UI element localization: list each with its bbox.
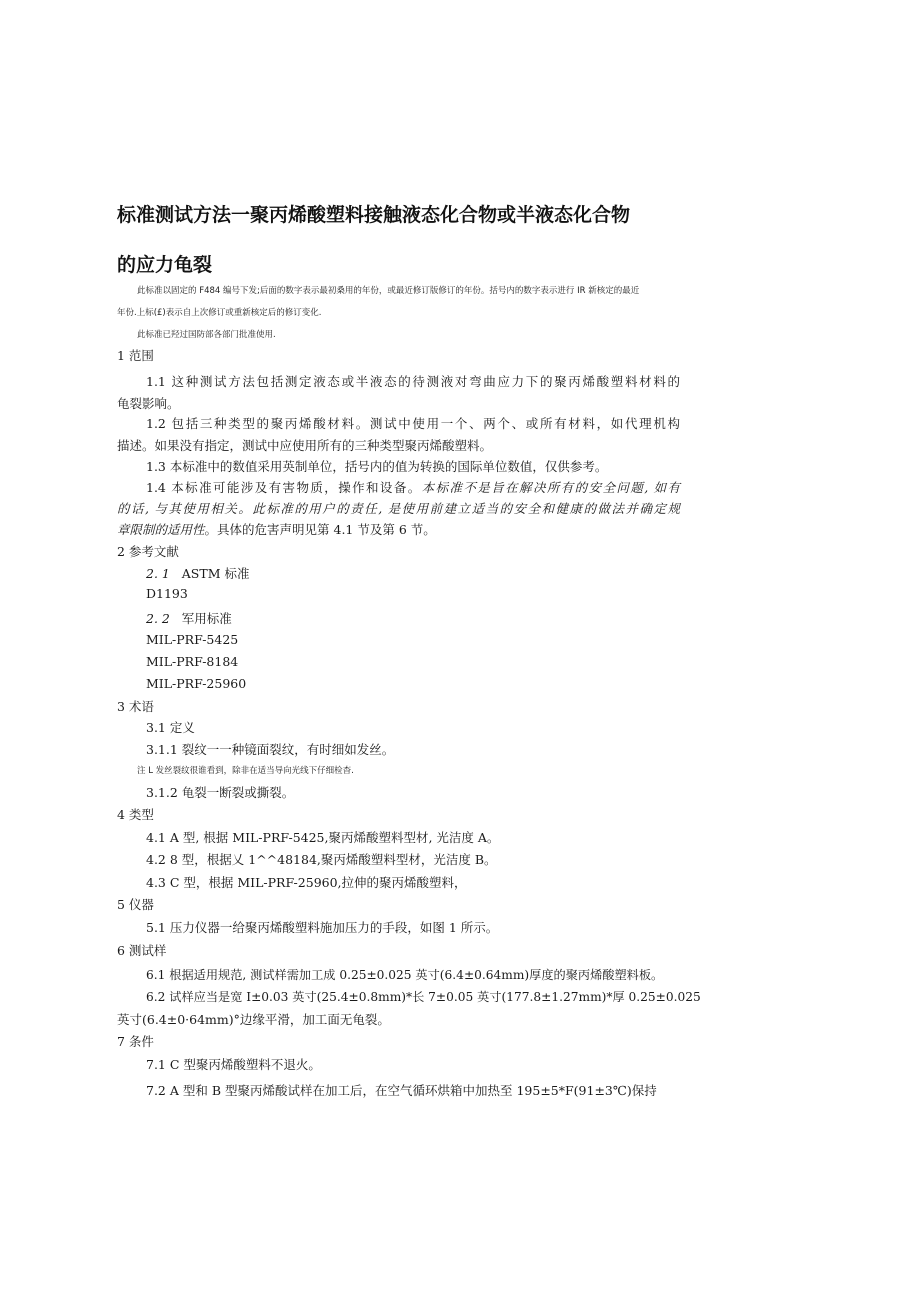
preamble-approval: 此标准已羟过国防部各部门批准使用. [137,330,276,340]
section-4-heading: 4 类型 [117,807,154,822]
para-6-1: 6.1 根据适用规范, 测试样需加工成 0.25±0.025 英寸(6.4±0.64mm)厚度的聚丙烯酸塑料板。 [146,968,664,982]
para-1-4-line-3 [117,520,436,538]
preamble-line-1: 此标准以固定的 F484 编号下发;后面的数字表示最初桑用的年份，或最近修订版修订的年份。括号内的数字表示进行 IR 新核定的最近 [137,286,640,296]
para-1-2-line-2: 描述。如果没有指定，测试中应使用所有的三种类型聚丙烯酸塑料。 [117,438,493,453]
para-1-1-line-2: 龟裂影响。 [117,396,180,411]
para-4-2: 4.2 8 型，根据乂 1^^48184,聚丙烯酸塑料型材，光洁度 B。 [146,852,497,867]
para-1-3: 1.3 本标准中的数值采用英制单位，括号内的值为转换的国际单位数值，仅供参考。 [146,459,608,474]
para-2-1-number: 2. 1 [146,566,170,581]
ref-d1193: D1193 [146,586,188,601]
para-5-1: 5.1 压力仪器一给聚丙烯酸塑料施加压力的手段，如图 1 所示。 [146,920,499,935]
para-4-1: 4.1 A 型, 根据 MIL-PRF-5425,聚丙烯酸塑料型材, 光洁度 A。 [146,830,500,845]
para-2-2-number: 2. 2 [146,611,170,626]
para-3-1: 3.1 定义 [146,720,195,735]
para-2-2-text: 军用标准 [181,611,232,626]
para-2-2 [146,609,232,627]
para-1-4-hazard-ref: 。具体的危害声明见第 4.1 节及第 6 节。 [204,522,436,537]
note-1: 注 L 发丝裂纹很谁看到，除非在适当导向光线下仔细检杳. [137,766,354,776]
ref-mil-prf-8184: MIL-PRF-8184 [146,654,239,669]
ref-mil-prf-5425: MIL-PRF-5425 [146,632,239,647]
para-6-2-line-2: 英寸(6.4±0·64mm)°边缘平滑，加工面无龟裂。 [117,1012,390,1027]
para-2-1-text: ASTM 标准 [181,566,250,581]
document-title-line-2: 的应力龟裂 [117,254,213,276]
para-6-2-line-1: 6.2 试样应当是宽 I±0.03 英寸(25.4±0.8mm)*长 7±0.05 英寸(177.8±1.27mm)*厚 0.25±0.025 [146,990,701,1004]
para-1-4-italic-text: 本标准不是旨在解决所有的安全问题, 如有 [421,480,680,495]
section-7-heading: 7 条件 [117,1034,154,1049]
ref-mil-prf-25960: MIL-PRF-25960 [146,676,247,691]
para-2-1 [146,564,249,582]
para-1-1-line-1: 1.1 这种测试方法包括测定液态或半液态的待测液对弯曲应力下的聚丙烯酸塑料材料的 [146,374,680,389]
para-1-4-normal-text: 1.4 本标准可能涉及有害物质，操作和设备。 [146,480,422,495]
para-1-2-line-1: 1.2 包括三种类型的聚丙烯酸材料。测试中使用一个、两个、或所有材料，如代理机构 [146,416,680,431]
section-2-heading: 2 参考文献 [117,544,179,559]
section-6-heading: 6 测试样 [117,943,167,958]
para-7-2: 7.2 A 型和 B 型聚丙烯酸试样在加工后，在空气循环烘箱中加热至 195±5*F(91±3℃)保持 [146,1083,657,1098]
para-3-1-2: 3.1.2 龟裂一断裂或撕裂。 [146,785,295,800]
section-3-heading: 3 术语 [117,699,154,714]
para-1-4-line-2: 的话, 与其使用相关。此标准的用户的责任, 是使用前建立适当的安全和健康的做法并确定规 [117,501,680,516]
para-7-1: 7.1 C 型聚丙烯酸塑料不退火。 [146,1057,321,1072]
para-3-1-1: 3.1.1 裂纹一一种镜面裂纹，有时细如发丝。 [146,742,395,757]
section-1-heading: 1 范围 [117,348,154,363]
preamble-line-2: 年份.上标(£)表示自上次修订或重新核定后的修订变化. [117,308,322,318]
para-4-3: 4.3 C 型，根据 MIL-PRF-25960,拉伸的聚丙烯酸塑料， [146,875,467,890]
para-1-4-italic-end: 章限制的适用性 [117,522,205,537]
section-5-heading: 5 仪器 [117,897,154,912]
document-title-line-1: 标准测试方法一聚丙烯酸塑料接触液态化合物或半液态化合物 [117,204,631,226]
para-1-4-line-1 [146,478,680,496]
